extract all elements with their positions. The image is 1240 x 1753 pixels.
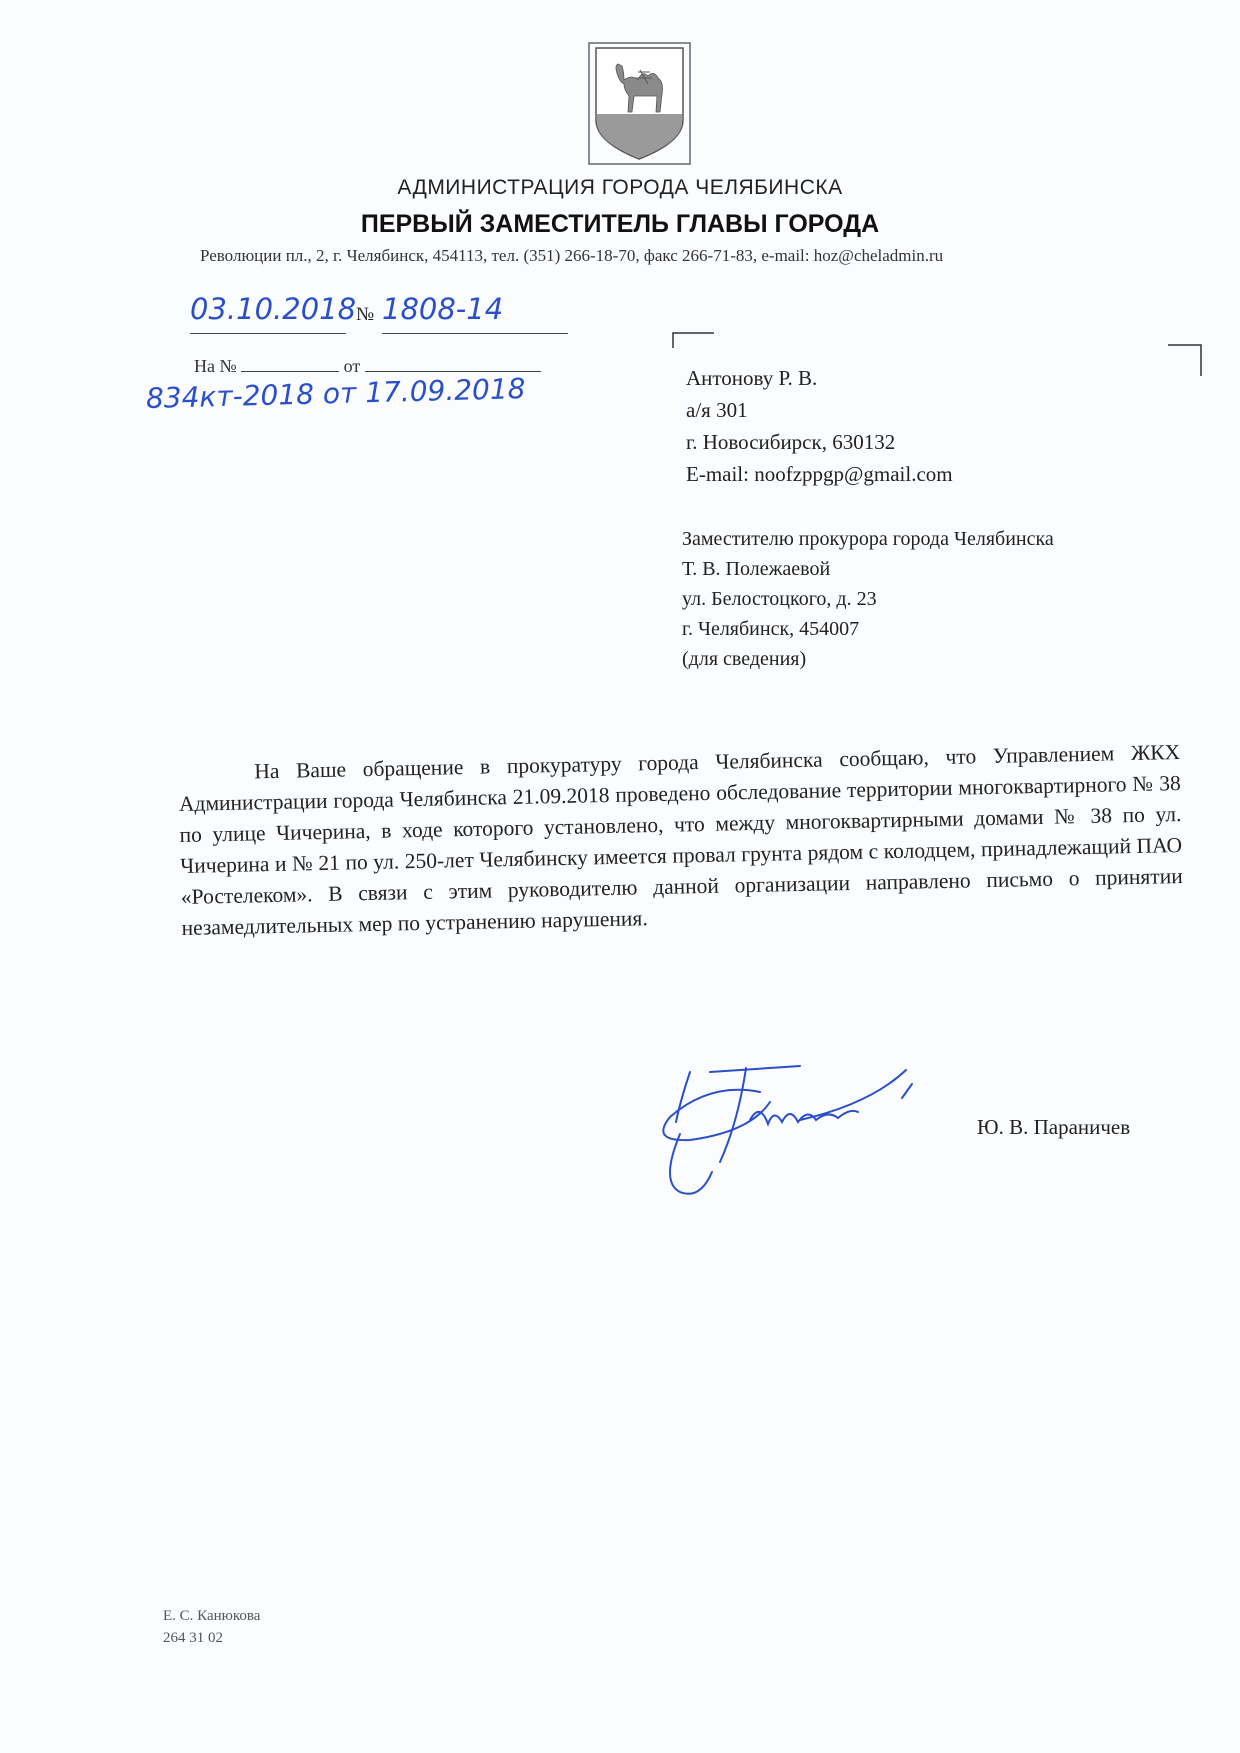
recipient-main: [686, 362, 953, 490]
outgoing-number: 1808-14: [382, 292, 504, 326]
recipient-line: ул. Белостоцкого, д. 23: [682, 588, 877, 610]
reply-to-prefix: На №: [194, 356, 237, 376]
address-corner-left: [672, 332, 714, 348]
position-title: ПЕРВЫЙ ЗАМЕСТИТЕЛЬ ГЛАВЫ ГОРОДА: [360, 210, 880, 238]
recipient-line: г. Челябинск, 454007: [682, 618, 860, 640]
reply-date-blank: [365, 357, 541, 372]
recipient-line: г. Новосибирск, 630132: [686, 430, 896, 454]
number-underline: [382, 333, 568, 334]
number-sign: №: [356, 304, 375, 325]
recipient-line: Заместителю прокурора города Челябинска: [682, 528, 1054, 550]
recipient-email: E-mail: noofzppgp@gmail.com: [686, 462, 953, 486]
address-corner-right: [1168, 344, 1202, 376]
recipient-line: Антонову Р. В.: [686, 366, 818, 390]
city-emblem: [588, 42, 691, 165]
executor-phone: 264 31 02: [163, 1630, 223, 1646]
outgoing-date: 03.10.2018: [190, 292, 357, 326]
organization-name: АДМИНИСТРАЦИЯ ГОРОДА ЧЕЛЯБИНСКА: [397, 176, 843, 199]
executor-name: Е. С. Канюкова: [163, 1608, 261, 1624]
date-underline: [190, 333, 346, 334]
recipient-line: а/я 301: [686, 398, 748, 422]
contact-line: Революции пл., 2, г. Челябинск, 454113, тел. (351) 266-18-70, факс 266-71-83, e-mail: hoz@cheladmin.ru: [200, 246, 944, 265]
recipient-note: (для сведения): [682, 648, 807, 670]
letter-body: [178, 737, 1184, 944]
reply-to-from: от: [343, 356, 361, 376]
reply-to-handwritten: 834кт-2018 от 17.09.2018: [145, 372, 526, 415]
body-paragraph: На Ваше обращение в прокуратуру города Челябинска сообщаю, что Управлением ЖКХ Администрации города Челябинска 21.09.2018 проведено обследование территории многоквартирного № 38 по улице Чичерина, в ходе которого установлено, что между многоквартирными домами № 38 по ул. Чичерина и № 21 по ул. 250-лет Челябинску имеется провал грунта рядом с колодцем, принадлежащий ПАО «Ростелеком». В связи с этим руководителю данной организации направлено письмо о принятии незамедлительных мер по устранению нарушения.: [178, 740, 1183, 940]
recipient-line: Т. В. Полежаевой: [682, 558, 831, 580]
reply-number-blank: [241, 357, 339, 372]
signer-name: Ю. В. Параничев: [977, 1115, 1131, 1139]
recipient-copy: [682, 524, 1054, 674]
handwritten-signature: [650, 1062, 920, 1202]
